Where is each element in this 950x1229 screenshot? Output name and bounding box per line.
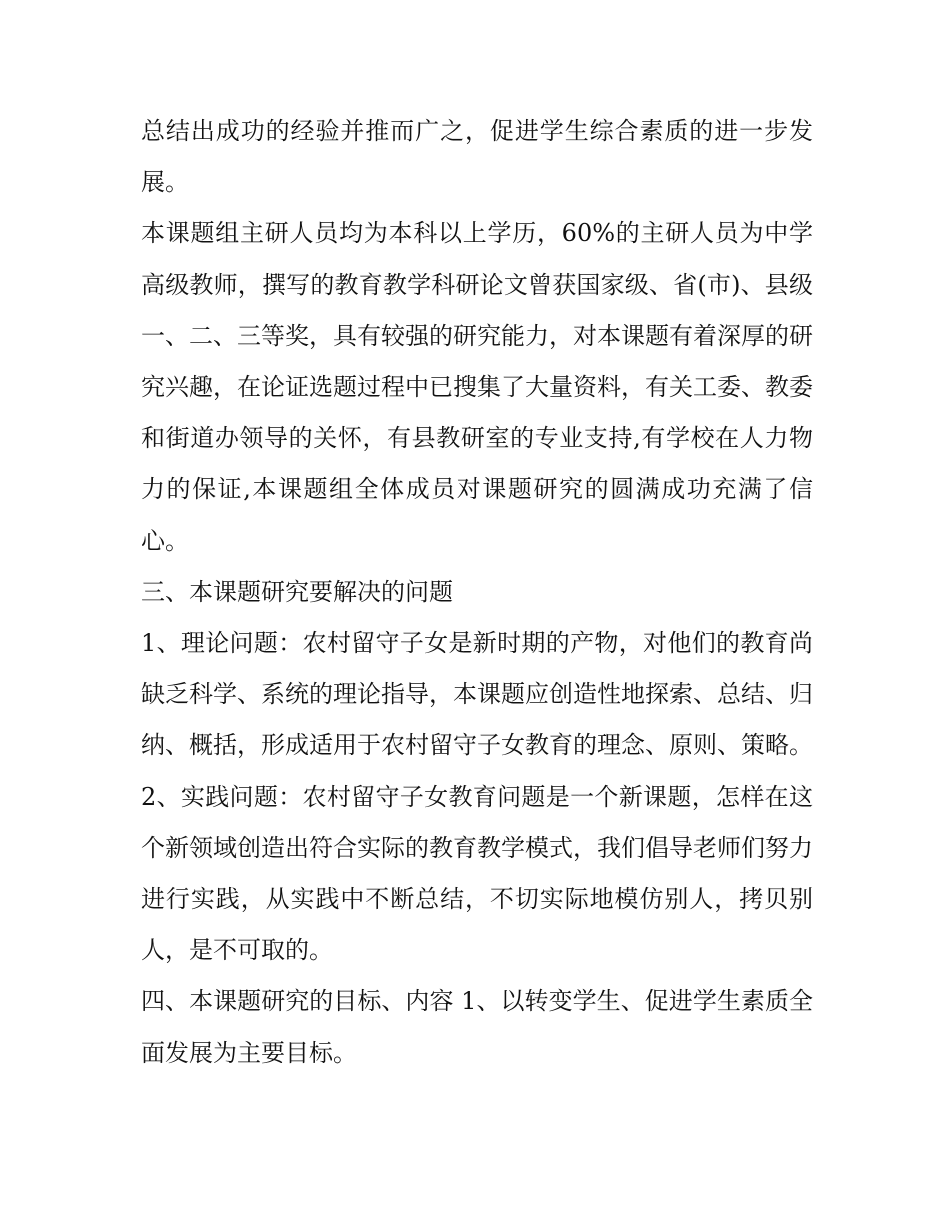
section-heading-goals: 四、本课题研究的目标、内容 1、以转变学生、促进学生素质全面发展为主要目标。 [141, 987, 813, 1067]
paragraph-theory-problem: 1、理论问题：农村留守子女是新时期的产物，对他们的教育尚缺乏科学、系统的理论指导，本课题应创造性地探索、总结、归纳、概括，形成适用于农村留守子女教育的理念、原则、策略。 [141, 629, 813, 760]
paragraph-team-qualifications: 本课题组主研人员均为本科以上学历，60%的主研人员为中学高级教师，撰写的教育教学科研论文曾获国家级、省(市)、县级一、二、三等奖，具有较强的研究能力，对本课题有着深厚的研究兴趣，在论证选题过程中已搜集了大量资料，有关工委、教委和街道办领导的关怀，有县教研室的专业支持,有学校在人力物力的保证,本课题组全体成员对课题研究的圆满成功充满了信心。 [141, 219, 813, 555]
document-body [141, 106, 813, 1079]
paragraph-practice-problem: 2、实践问题：农村留守子女教育问题是一个新课题，怎样在这个新领域创造出符合实际的教育教学模式，我们倡导老师们努力进行实践，从实践中不断总结，不切实际地模仿别人，拷贝别人，是不可取的。 [141, 782, 813, 965]
section-heading-problems: 三、本课题研究要解决的问题 [141, 577, 453, 606]
paragraph-conclusion: 总结出成功的经验并推而广之，促进学生综合素质的进一步发展。 [141, 117, 813, 197]
